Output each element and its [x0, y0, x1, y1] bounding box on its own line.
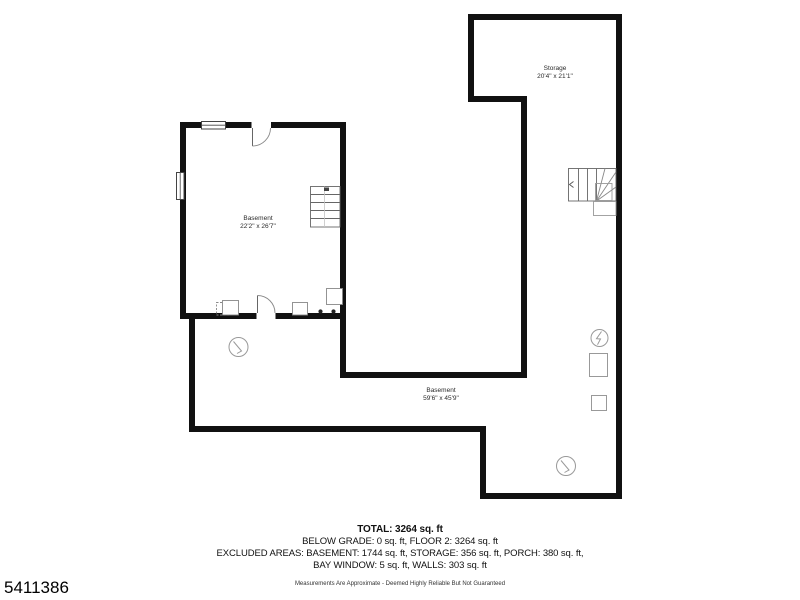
- wall-room-left: [180, 122, 186, 319]
- light-fixture-icon: [229, 338, 248, 357]
- door-top: [252, 122, 272, 147]
- wall-lower-left: [189, 316, 195, 432]
- room-name: Basement: [243, 215, 273, 222]
- wall-storage-notch: [468, 96, 527, 102]
- room-dimensions: 59'6" x 45'9": [423, 395, 459, 402]
- basement-area-label: [423, 387, 459, 403]
- summary-total: TOTAL: 3264 sq. ft: [357, 524, 443, 535]
- walls: [180, 14, 622, 499]
- room-name: Storage: [543, 65, 567, 72]
- wall-step: [480, 426, 486, 499]
- stairs-corridor: [569, 169, 617, 216]
- wall-bottom-1: [189, 426, 486, 432]
- room-name: Basement: [426, 387, 456, 394]
- wall-corridor-left: [521, 96, 527, 378]
- wall-storage-top: [468, 14, 622, 20]
- appliance-box-2: [293, 303, 308, 316]
- wall-mid-horizontal: [340, 372, 527, 378]
- appliance-box-1: [223, 301, 239, 316]
- disclaimer-text: Measurements Are Approximate - Deemed Highly Reliable But Not Guaranteed: [294, 581, 506, 587]
- water-heater-box: [592, 396, 607, 411]
- support-post-dot: [318, 309, 322, 313]
- basement-room-label: [240, 215, 276, 231]
- furnace-box: [590, 354, 608, 377]
- room-dimensions: 22'2" x 26'7": [240, 223, 276, 230]
- utility-fixtures-room: [217, 289, 343, 316]
- listing-id: 5411386: [4, 578, 69, 597]
- wall-storage-left: [468, 14, 474, 102]
- summary-below-grade: BELOW GRADE: 0 sq. ft, FLOOR 2: 3264 sq. ft: [302, 536, 498, 547]
- window-left: [177, 173, 185, 200]
- area-summary: [0, 524, 800, 572]
- door-bottom: [257, 296, 276, 320]
- appliance-box-3: [327, 289, 343, 305]
- wall-bottom-2: [480, 493, 622, 499]
- support-post-dot: [331, 309, 335, 313]
- summary-excluded-areas-2: BAY WINDOW: 5 sq. ft, WALLS: 303 sq. ft: [313, 560, 487, 571]
- utility-fixtures-corridor: [590, 354, 608, 411]
- electrical-panel-icon: [591, 330, 608, 347]
- wall-room-right: [340, 122, 346, 378]
- stairs-basement-room: [311, 187, 341, 228]
- stair-direction-mark: [324, 188, 329, 192]
- room-dimensions: 20'4" x 21'1": [537, 73, 573, 80]
- light-fixture-icon: [557, 457, 576, 476]
- stair-landing: [594, 202, 617, 216]
- window-top: [202, 122, 226, 130]
- wall-right: [616, 14, 622, 499]
- summary-excluded-areas: EXCLUDED AREAS: BASEMENT: 1744 sq. ft, STORAGE: 356 sq. ft, PORCH: 380 sq. ft,: [216, 548, 584, 559]
- storage-room-label: [537, 65, 573, 81]
